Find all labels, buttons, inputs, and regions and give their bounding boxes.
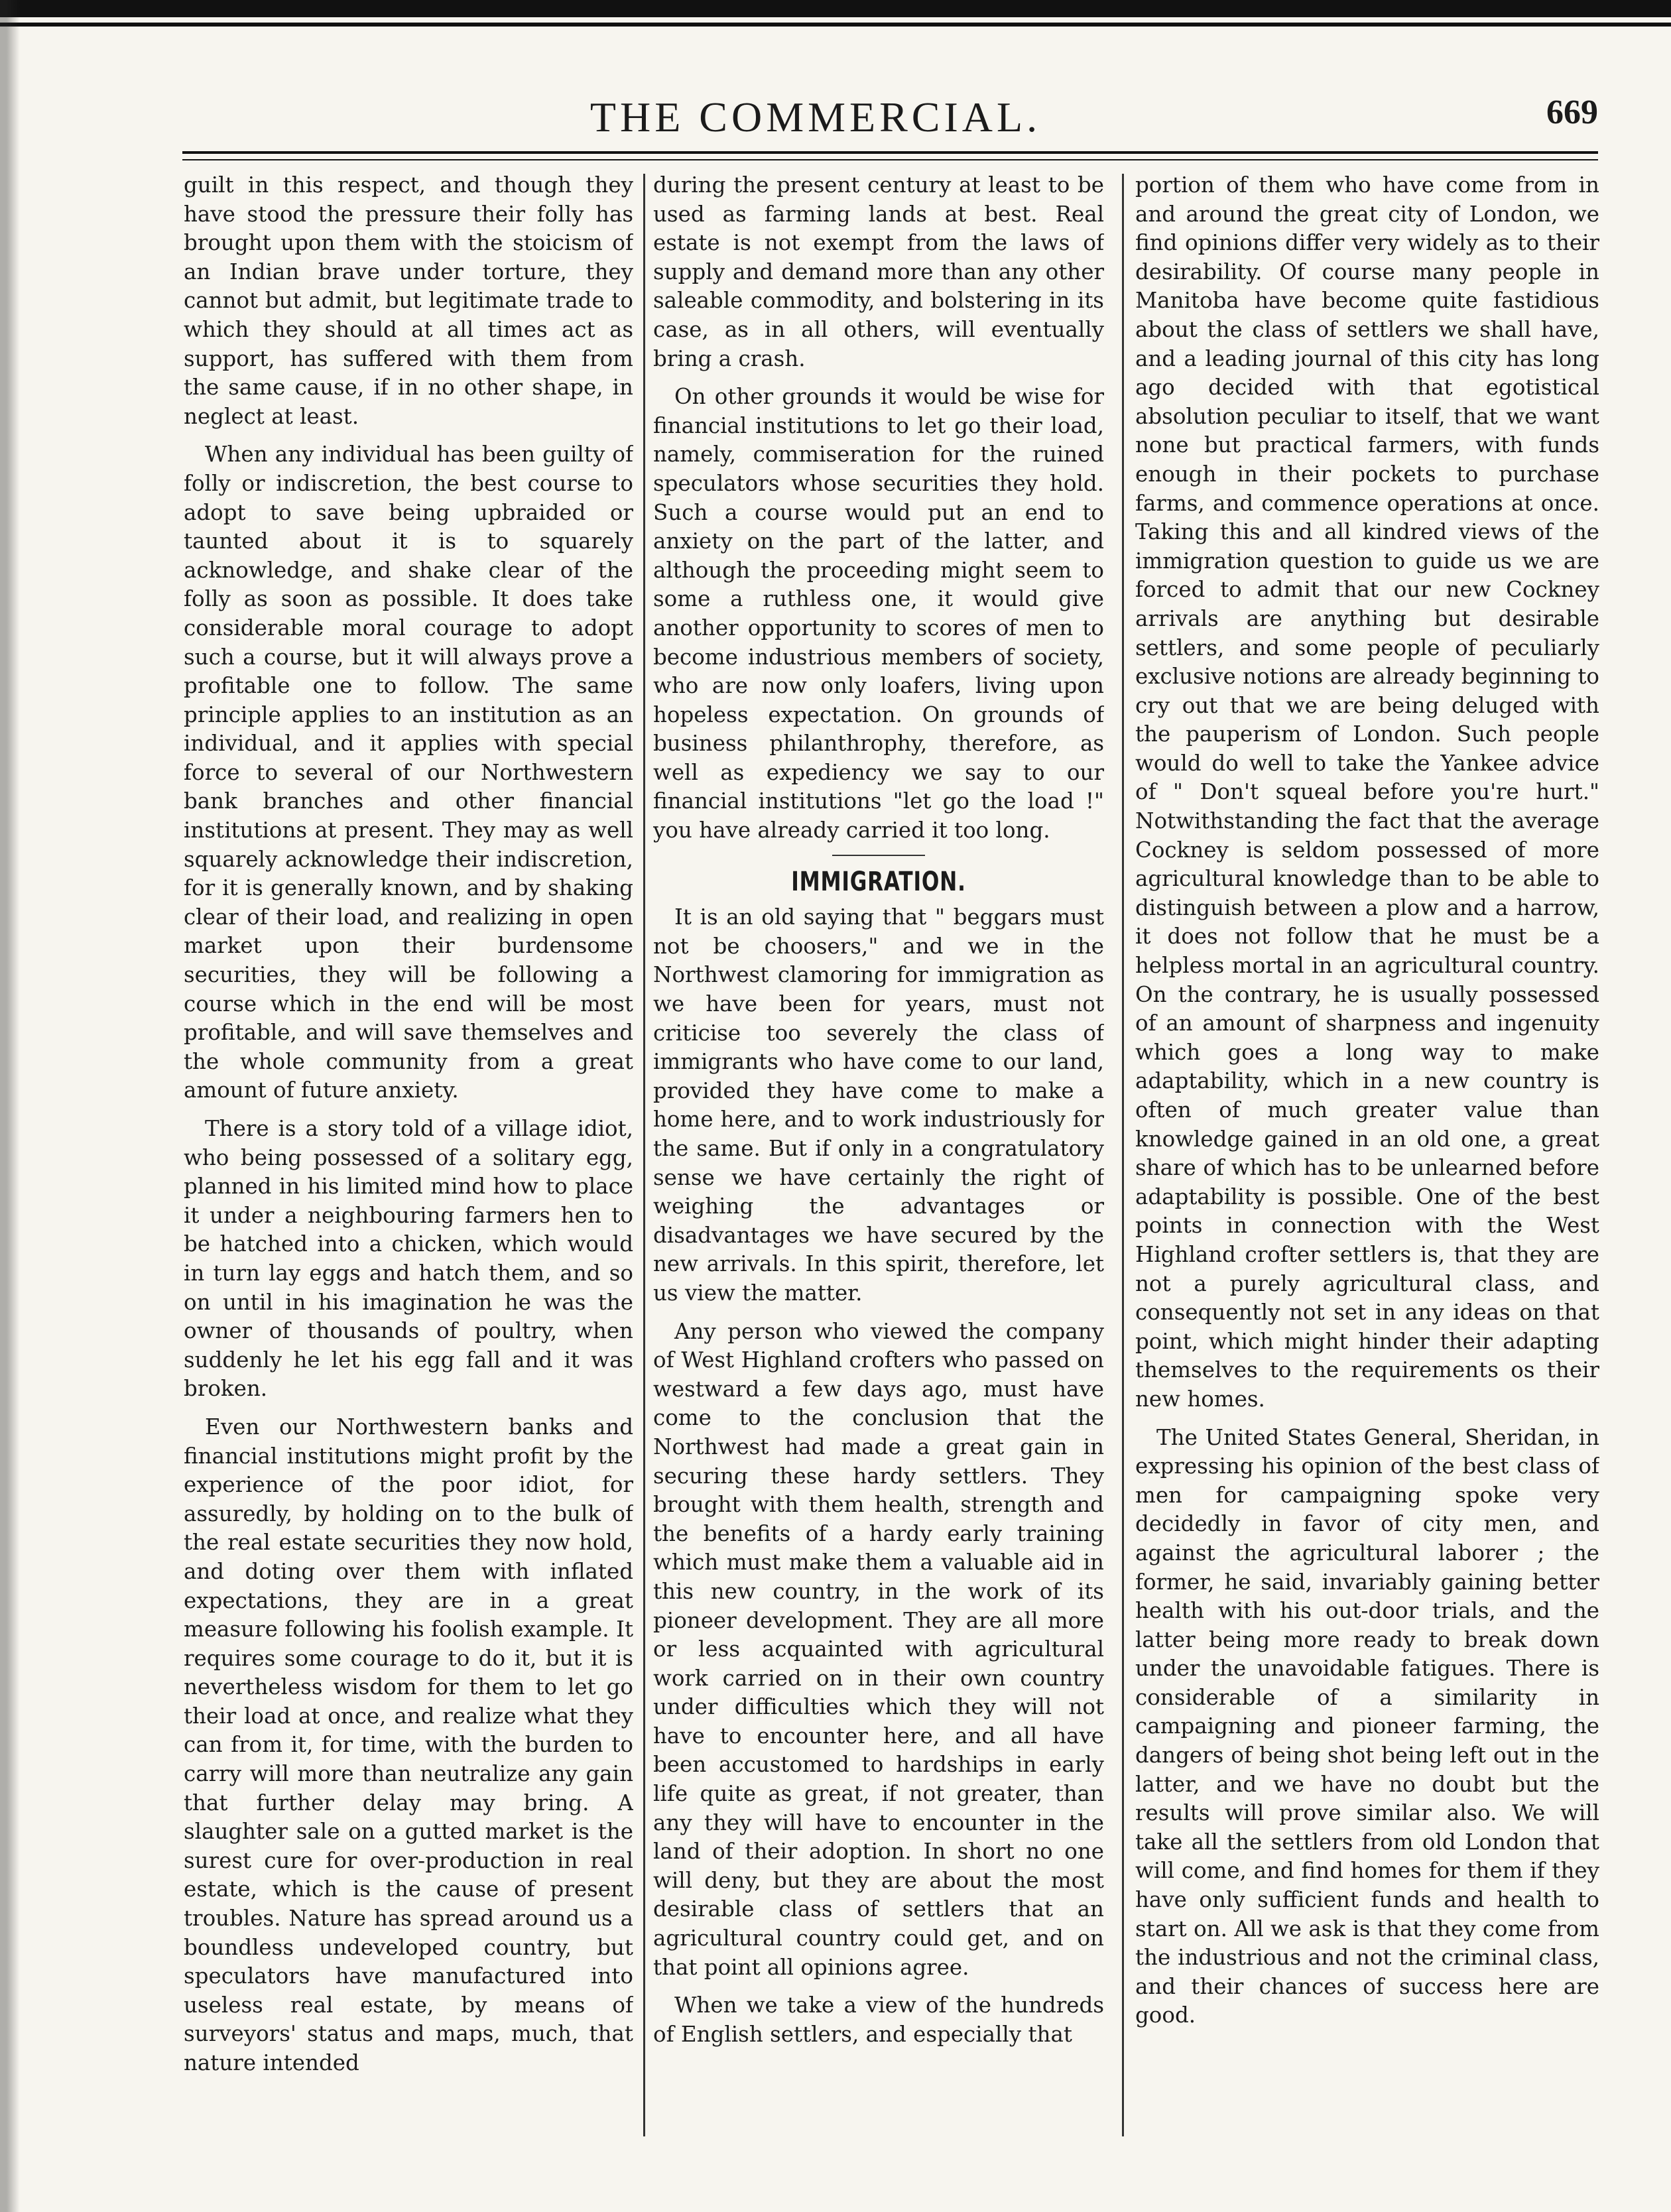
- top-border-thick: [0, 0, 1671, 17]
- paragraph: There is a story told of a village idiot, who being possessed of a solitary egg, planned in his limited mind how to place it under a neighbouring farmers hen to be hatched into a chicken, which would in turn lay eggs and hatch them, and so on until in his imagination he was the owner of thousands of poultry, when suddenly he let his egg fall and it was broken.: [184, 1116, 633, 1402]
- paragraph: guilt in this respect, and though they have stood the pressure their folly has brought upon them with the stoicism of an Indian brave under torture, they cannot but admit, but legitimate trade to which they should at all times act as support, has suffered with them from the same cause, if in no other shape, in neglect at least.: [184, 172, 633, 429]
- section-rule: [832, 855, 925, 856]
- header-rule-thin: [182, 159, 1598, 160]
- binding-edge-shadow: [0, 0, 40, 2212]
- page-number: 669: [1546, 93, 1598, 131]
- paragraph: When we take a view of the hundreds of English settlers, and especially that: [653, 1993, 1104, 2047]
- section-heading-immigration: IMMIGRATION.: [791, 866, 966, 897]
- page-header: [86, 93, 1598, 153]
- column-2: [653, 171, 1104, 2160]
- paragraph: When any individual has been guilty of folly or indiscretion, the best course to adopt to save being upbraided or taunted about it is to squarely acknowledge, and shake clear of the folly as soon as possible. It does take considerable moral courage to adopt such a course, but it will always prove a profitable one to follow. The same principle applies to an institution as an individual, and it applies with special force to several of our Northwestern bank branches and other financial institutions at present. They may as well squarely acknowledge their indiscretion, for it is generally known, and by shaking clear of their load, and realizing in open market upon their burdensome securities, they will be following a course which in the end will be most profitable, and will save themselves and the whole community from a great amount of future anxiety.: [184, 442, 633, 1103]
- column-1: [184, 171, 633, 2160]
- paragraph: during the present century at least to be used as farming lands at best. Real estate is not exempt from the laws of supply and demand more than any other saleable commodity, and bolstering in its case, as in all others, will eventually bring a crash.: [653, 172, 1104, 371]
- column-3: [1135, 171, 1599, 2160]
- paragraph: portion of them who have come from in and around the great city of London, we find opinions differ very widely as to their desirability. Of course many people in Manitoba have become quite fastidious about the class of settlers we shall have, and a leading journal of this city has long ago decided with that egotistical absolution peculiar to itself, that we want none but practical farmers, with funds enough in their pockets to purchase farms, and commence operations at once. Taking this and all kindred views of the immigration question to guide us we are forced to admit that our new Cockney arrivals are anything but desirable settlers, and some people of peculiarly exclusive notions are already beginning to cry out that we are being deluged with the pauperism of London. Such people would do well to take the Yankee advice of " Don't squeal before you're hurt." Notwithstanding the fact that the average Cockney is seldom possessed of more agricultural knowledge than to be able to distinguish between a plow and a harrow, it does not follow that he must be a helpless mortal in an agricultural country. On the contrary, he is usually possessed of an amount of sharpness and ingenuity which goes a long way to make adaptability, which in a new country is often of much greater value than knowledge gained in an old one, a great share of which has to be unlearned before adaptability is possible. One of the best points in connection with the West Highland crofter settlers is, that they are not a purely agricultural class, and consequently not set in any ideas on that point, which might hinder their adapting themselves to the requirements os their new homes.: [1135, 172, 1599, 1412]
- column-divider-1: [643, 174, 645, 2136]
- top-border-thin: [0, 23, 1671, 27]
- paragraph: The United States General, Sheridan, in expressing his opinion of the best class of men for campaigning spoke very decidedly in favor of city men, and against the agricultural laborer ; the former, he said, invariably gaining better health with his out-door trials, and the latter being more ready to break down under the unavoidable fatigues. There is considerable of a similarity in campaigning and pioneer farming, the dangers of being shot being left out in the latter, and we have no doubt but the results will prove similar also. We will take all the settlers from old London that will come, and find homes for them if they have only sufficient funds and health to start on. All we ask is that they come from the industrious and not the criminal class, and their chances of success here are good.: [1135, 1424, 1599, 2028]
- header-rule-thick: [182, 151, 1598, 154]
- newspaper-title: THE COMMERCIAL.: [589, 93, 1042, 141]
- paragraph: It is an old saying that " beggars must not be choosers," and we in the Northwest clamoring for immigration as we have been for years, must not criticise too severely the class of immigrants who have come to our land, provided they have come to make a home here, and to work industriously for the same. But if only in a congratulatory sense we have certainly the right of weighing the advantages or disadvantages we have secured by the new arrivals. In this spirit, therefore, let us view the matter.: [653, 904, 1104, 1306]
- paragraph: On other grounds it would be wise for financial institutions to let go their load, namely, commiseration for the ruined speculators whose securities they hold. Such a course would put an end to anxiety on the part of the latter, and although the proceeding might seem to some a ruthless one, it would give another opportunity to scores of men to become industrious members of society, who are now only loafers, living upon hopeless expectation. On grounds of business philanthrophy, therefore, as well as expediency we say to our financial institutions "let go the load !" you have already carried it too long.: [653, 384, 1104, 843]
- paragraph: Any person who viewed the company of West Highland crofters who passed on westward a few days ago, must have come to the conclusion that the Northwest had made a great gain in securing these hardy settlers. They brought with them health, strength and the benefits of a hardy early training which must make them a valuable aid in this new country, in the work of its pioneer development. They are all more or less acquainted with agricultural work carried on in their own country under difficulties which they will not have to encounter here, and all have been accustomed to hardships in early life quite as great, if not greater, than any they will have to encounter in the land of their adoption. In short no one will deny, but they are about the most desirable class of settlers that an agricultural country could get, and on that point all opinions agree.: [653, 1318, 1104, 1980]
- paragraph: Even our Northwestern banks and financial institutions might profit by the experience of the poor idiot, for assuredly, by holding on to the bulk of the real estate securities they now hold, and doting over them with inflated expectations, they are in a great measure following his foolish example. It requires some courage to do it, but it is nevertheless wisdom for them to let go their load at once, and realize what they can from it, for time, with the burden to carry will more than neutralize any gain that further delay may bring. A slaughter sale on a gutted market is the surest cure for over-production in real estate, which is the cause of present troubles. Nature has spread around us a boundless undeveloped country, but speculators have manufactured into useless real estate, by means of surveyors' status and maps, much, that nature intended: [184, 1414, 633, 2075]
- column-divider-2: [1122, 174, 1124, 2136]
